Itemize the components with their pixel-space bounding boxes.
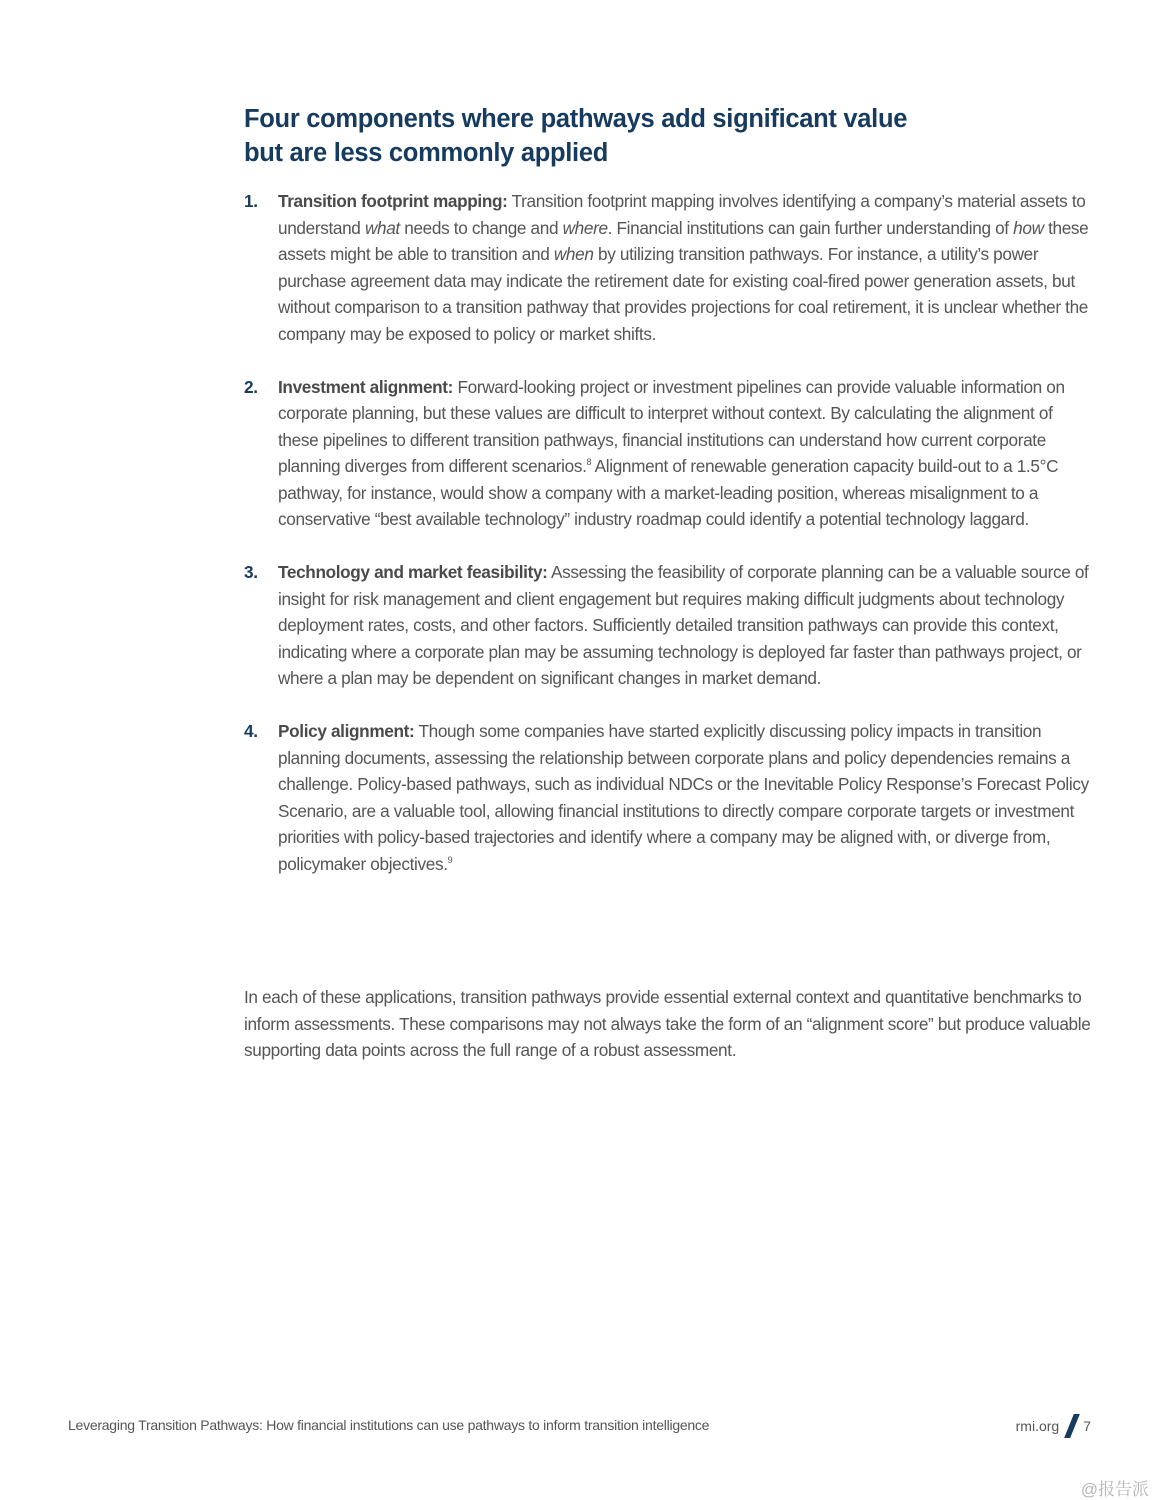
item-body: Forward-looking project or investment pipelines can provide valuable information on corporate planning, but these values are difficult to interpret without context. By calculating the alignment of these pipelines to different transition pathways, financial institutions can understand how current corporate planning diverges from different scenarios. xyxy=(278,376,1065,476)
watermark: @报告派 xyxy=(1080,1480,1149,1499)
body-text: these assets might be able to transition and xyxy=(278,217,1089,264)
body-emphasis: how xyxy=(1013,217,1044,238)
page-number: 7 xyxy=(1083,1418,1091,1434)
body-emphasis: when xyxy=(553,244,594,264)
item-number: 2. xyxy=(244,376,258,397)
item-number: 3. xyxy=(244,562,258,582)
list-item-technology-feasibility xyxy=(244,559,1094,692)
list-item-footprint-mapping xyxy=(244,188,1094,347)
list-item-policy-alignment xyxy=(244,718,1094,877)
closing-paragraph: In each of these applications, transition pathways provide essential external context and quantitative benchmarks to inform assessments. These comparisons may not always take the form of an “alignment score” but produce valuable supporting data points across the full range of a robust assessment. xyxy=(244,987,1091,1060)
body-emphasis: what xyxy=(364,217,400,238)
body-text: Transition footprint mapping involves identifying a company’s material assets to understand xyxy=(278,191,1086,238)
list-item-investment-alignment xyxy=(244,374,1094,533)
body-text: . Financial institutions can gain further understanding of xyxy=(607,217,1014,238)
item-number: 1. xyxy=(244,191,258,211)
footer-document-title: Leveraging Transition Pathways: How financial institutions can use pathways to inform transition intelligence xyxy=(68,1417,710,1433)
item-body: Though some companies have started explicitly discussing policy impacts in transition planning documents, assessing the relationship between corporate plans and policy dependencies remains a challenge. Policy-based pathways, such as individual NDCs or the Inevitable Policy Response’s Forecast Policy Scenario, are a valuable tool, allowing financial institutions to directly compare corporate targets or investment priorities with policy-based trajectories and identify where a company may be aligned with, or diverge from, policymaker objectives. xyxy=(278,721,1089,874)
slash-divider-icon xyxy=(1064,1414,1080,1438)
footer-site-link[interactable]: rmi.org xyxy=(1015,1418,1060,1434)
footnote-ref-8[interactable]: 8 xyxy=(586,457,592,467)
item-title: Policy alignment: xyxy=(278,721,415,741)
heading-line-2: but are less commonly applied xyxy=(244,139,608,167)
components-list xyxy=(244,188,1094,904)
item-body-continued: Alignment of renewable generation capacity build-out to a 1.5°C pathway, for instance, would show a company with a market-leading position, whereas misalignment to a conservative “best available technology” industry roadmap could identify a potential technology laggard. xyxy=(278,456,1059,529)
body-text: needs to change and xyxy=(399,217,563,238)
item-title: Technology and market feasibility: xyxy=(278,562,548,582)
body-text: by utilizing transition pathways. For instance, a utility’s power purchase agreement data may indicate the retirement date for existing coal-fired power generation assets, but without comparison to a transition pathway that provides projections for coal retirement, it is unclear whether the company may be exposed to policy or market shifts. xyxy=(278,244,1089,344)
footnote-ref-9[interactable]: 9 xyxy=(447,854,453,865)
heading-line-1: Four components where pathways add significant value xyxy=(244,105,908,133)
section-heading xyxy=(244,102,964,170)
body-emphasis: where xyxy=(562,217,608,238)
item-body: Assessing the feasibility of corporate planning can be a valuable source of insight for risk management and client engagement but requires making difficult judgments about technology deployment rates, costs, and other factors. Sufficiently detailed transition pathways can provide this context, indicating where a corporate plan may be assuming technology is deployed far faster than pathways project, or where a plan may be dependent on significant changes in market demand. xyxy=(278,562,1089,688)
item-title: Investment alignment: xyxy=(278,376,454,397)
footer-page-info xyxy=(1016,1414,1091,1438)
item-title: Transition footprint mapping: xyxy=(278,191,508,211)
item-body xyxy=(278,191,1088,344)
item-number: 4. xyxy=(244,721,258,741)
